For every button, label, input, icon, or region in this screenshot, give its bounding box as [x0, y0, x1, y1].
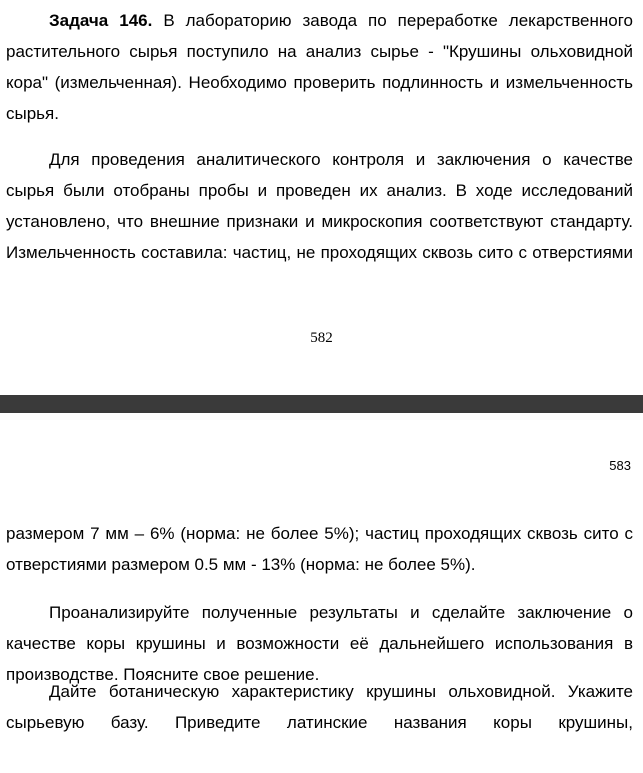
text-line: Дайте ботаническую характеристику крушины ольховидной. Укажите: [49, 682, 633, 701]
task-paragraph: [6, 5, 633, 129]
text-line: сырья.: [6, 104, 59, 123]
text-line: кора" (измельченная). Необходимо проверить подлинность и измельченность: [6, 73, 633, 92]
text-line: Для проведения аналитического контроля и заключения о качестве: [49, 150, 633, 169]
text-line: Измельченность составила: частиц, не проходящих сквозь сито с отверстиями: [6, 243, 633, 262]
task-label: Задача 146.: [49, 11, 153, 30]
text-line: установлено, что внешние признаки и микроскопия соответствуют стандарту.: [6, 212, 633, 231]
botany-paragraph: [6, 676, 633, 738]
continuation-paragraph: [6, 518, 633, 580]
text-line: сырья были отобраны пробы и проведен их анализ. В ходе исследований: [6, 181, 633, 200]
text-line: Проанализируйте полученные результаты и сделайте заключение о: [49, 603, 633, 622]
text-line: размером 7 мм – 6% (норма: не более 5%); частиц проходящих сквозь сито с: [6, 524, 633, 543]
page-number: 582: [310, 330, 333, 346]
analysis-paragraph: [6, 144, 633, 268]
text-line: Задача 146. В лабораторию завода по переработке лекарственного: [49, 11, 633, 30]
page-separator: [0, 395, 643, 413]
text-line: отверстиями размером 0.5 мм - 13% (норма: не более 5%).: [6, 555, 476, 574]
page-number: 583: [609, 458, 631, 473]
text-line: качестве коры крушины и возможности её дальнейшего использования в: [6, 634, 633, 653]
text-line: сырьевую базу. Приведите латинские названия коры крушины,: [6, 713, 633, 732]
text-line: растительного сырья поступило на анализ сырье - "Крушины ольховидной: [6, 42, 633, 61]
text-line: производстве. Поясните свое решение.: [6, 665, 320, 684]
